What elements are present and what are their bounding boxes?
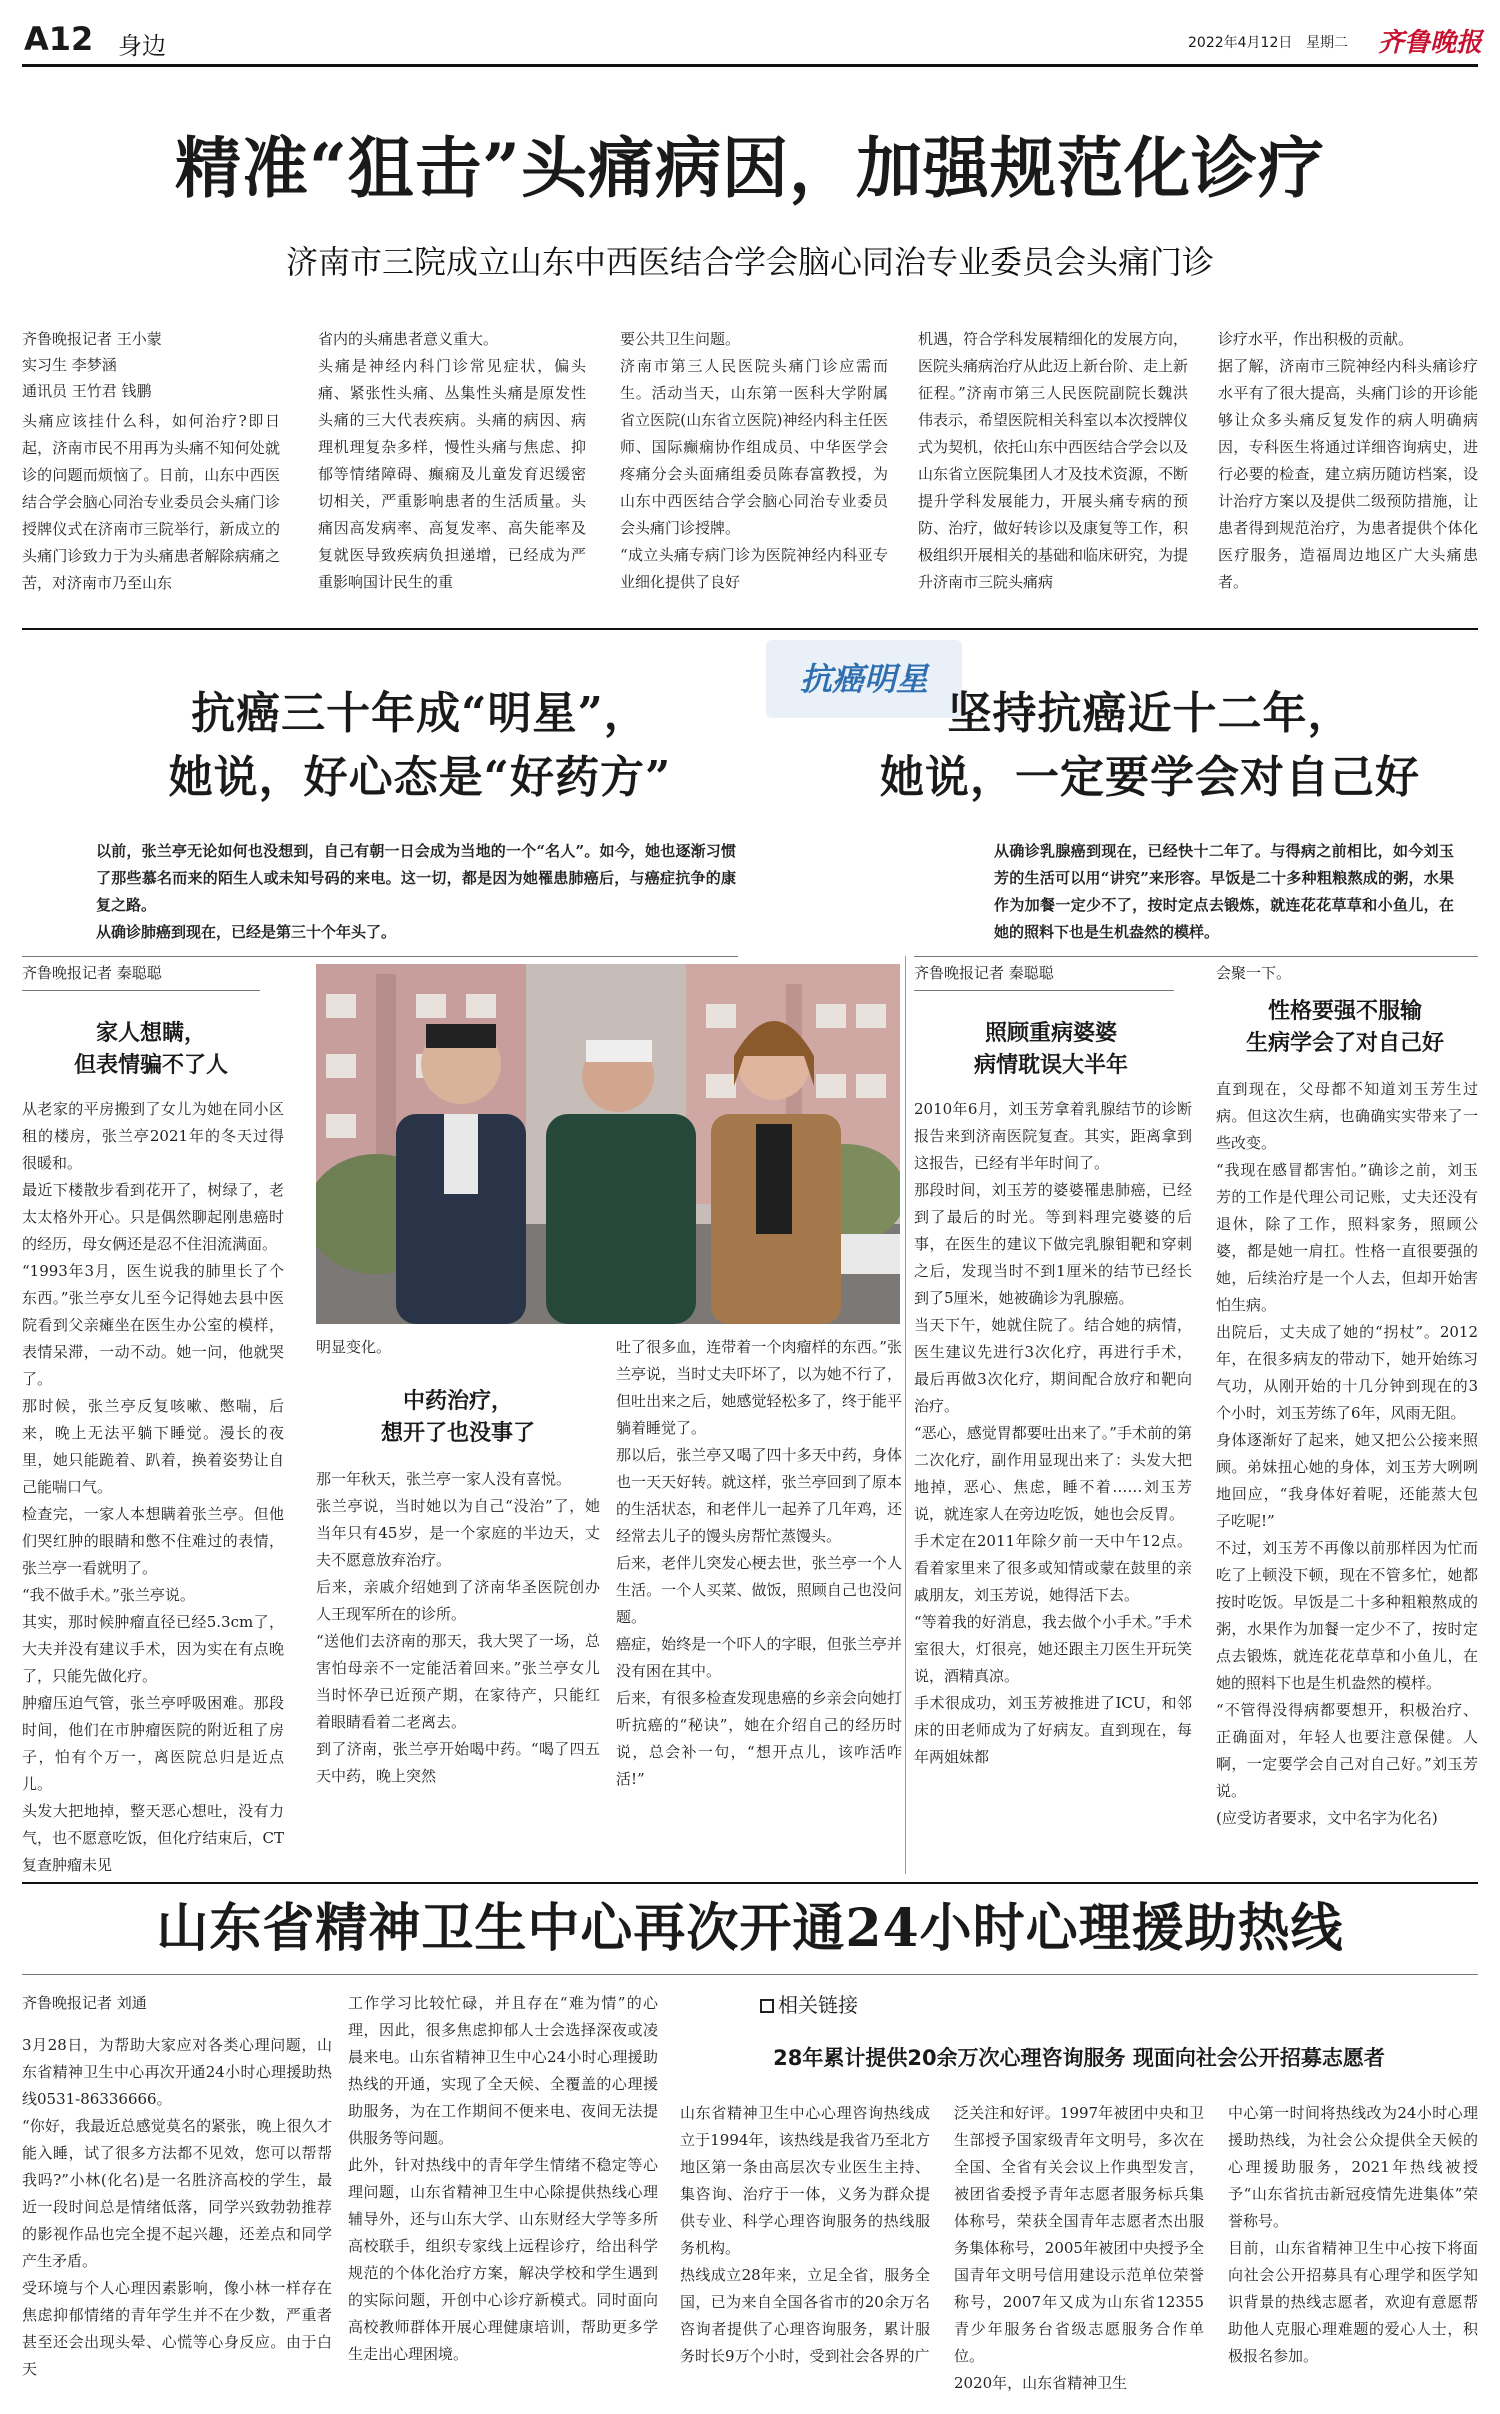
photo	[316, 964, 900, 1324]
related-link-label	[760, 1992, 858, 2018]
byline: 齐鲁晚报记者 秦聪聪	[914, 964, 1054, 982]
article-column: 2010年6月，刘玉芳拿着乳腺结节的诊断报告来到济南医院复查。其实，距离拿到这报告，已经有半年时间了。 那段时间，刘玉芳的婆婆罹患肺癌，已经到了最后的时光。等到料理完婆婆的后事，在医生的建议下做完乳腺钼靶和穿刺之后，发现当时不到1厘米的结节已经长到了5厘米，她被确诊为乳腺癌。 当天下午，她就住院了。结合她的病情，医生建议先进行3次化疗，再进行手术，最后再做3次化疗，期间配合放疗和靶向治疗。 “恶心，感觉胃都要吐出来了。”手术前的第二次化疗，副作用显现出来了：头发大把地掉，恶心、焦虑，睡不着……刘玉芳说，就连家人在旁边吃饭，她也会反胃。 手术定在2011年除夕前一天中午12点。看着家里来了很多或知情或蒙在鼓里的亲戚朋友，刘玉芳说，她得活下去。 “等着我的好消息，我去做个小手术。”手术室很大，灯很亮，她还跟主刀医生开玩笑说，酒精真凉。 手术很成功，刘玉芳被推进了ICU，和邻床的田老师成为了好病友。直到现在，每年两姐妹都	[914, 1100, 1192, 1766]
byline-rule	[914, 990, 1174, 991]
header-rule	[22, 64, 1478, 67]
article-column: 吐了很多血，连带着一个肉瘤样的东西。”张兰亭说，当时丈夫吓坏了，以为她不行了，但吐出来之后，她感觉轻松多了，终于能平躺着睡觉了。 那以后，张兰亭又喝了四十多天中药，身体也一天天好转。就这样，张兰亭回到了原本的生活状态，和老伴儿一起养了几年鸡，还经常去儿子的馒头房帮忙蒸馒头。 后来，老伴儿突发心梗去世，张兰亭一个人生活。一个人买菜、做饭，照顾自己也没问题。 癌症，始终是一个吓人的字眼，但张兰亭并没有困在其中。 后来，有很多检查发现患癌的乡亲会向她打听抗癌的“秘诀”，她在介绍自己的经历时说，总会补一句，“想开点儿，该咋活咋活!”	[616, 1338, 902, 1788]
article-column: 3月28日，为帮助大家应对各类心理问题，山东省精神卫生中心再次开通24小时心理援助热线0531-86336666。 “你好，我最近总感觉莫名的紧张，晚上很久才能入睡，试了很多方法都不见效，您可以帮帮我吗?”小林(化名)是一名胜济高校的学生，最近一段时间总是情绪低落，同学兴致勃勃推荐的影视作品也完全提不起兴趣，还差点和同学产生矛盾。 受环境与个人心理因素影响，像小林一样存在焦虑抑郁情绪的青年学生并不在少数，严重者甚至还会出现头晕、心慌等心身反应。由于白天	[22, 2036, 332, 2378]
article-column: 那一年秋天，张兰亭一家人没有喜悦。 张兰亭说，当时她以为自己“没治”了，她当年只有45岁，是一个家庭的半边天，丈夫不愿意放弃治疗。 后来，亲戚介绍她到了济南华圣医院创办人王现军所在的诊所。 “送他们去济南的那天，我大哭了一场，总害怕母亲不一定能活着回来。”张兰亭女儿当时怀孕已近预产期，在家待产，只能红着眼睛看着二老离去。 到了济南，张兰亭开始喝中药。“喝了四五天中药，晚上突然	[316, 1470, 600, 1785]
headline: 山东省精神卫生中心再次开通24小时心理援助热线	[156, 1898, 1344, 1959]
headline: 精准“狙击”头痛病因，加强规范化诊疗	[175, 129, 1325, 207]
issue-weekday: 星期二	[1306, 35, 1348, 51]
article-column: 直到现在，父母都不知道刘玉芳生过病。但这次生病，也确确实实带来了一些改变。 “我现在感冒都害怕。”确诊之前，刘玉芳的工作是代理公司记账，丈夫还没有退休，除了工作，照料家务，照顾公婆，都是她一肩扛。性格一直很要强的她，后续治疗是一个人去，但却开始害怕生病。 出院后，丈夫成了她的“拐杖”。2012年，在很多病友的带动下，她开始练习气功，从刚开始的十几分钟到现在的3个小时，刘玉芳练了6年，风雨无阻。 身体逐渐好了起来，她又把公公接来照顾。弟妹扭心她的身体，刘玉芳大咧咧地回应，“我身体好着呢，还能蒸大包子吃呢!” 不过，刘玉芳不再像以前那样因为忙而吃了上顿没下顿，现在不管多忙，她都按时吃饭。早饭是二十多种粗粮熬成的粥，水果作为加餐一定少不了，按时定点去锻炼，就连花花草草和小鱼儿，在她的照料下也是生机盎然的模样。 “不管得没得病都要想开，积极治疗、正确面对，年轻人也要注意保健。人啊，一定要学会自己对自己好。”刘玉芳说。 (应受访者要求，文中名字为化名)	[1216, 1080, 1478, 1827]
article-column: 要公共卫生问题。 济南市第三人民医院头痛门诊应需而生。活动当天，山东第一医科大学附属省立医院(山东省立医院)神经内科主任医师、国际癫痫协作组成员、中华医学会疼痛分会头面痛组委员陈春富教授，为山东中西医结合学会脑心同治专业委员会头痛门诊授牌。 “成立头痛专病门诊为医院神经内科亚专业细化提供了良好	[620, 330, 888, 591]
article-column: 头痛应该挂什么科，如何治疗?即日起，济南市民不用再为头痛不知何处就诊的问题而烦恼了。日前，山东中西医结合学会脑心同治专业委员会头痛门诊授牌仪式在济南市三院举行，新成立的头痛门诊致力于为头痛患者解除病痛之苦，对济南市乃至山东	[22, 412, 280, 592]
byline-rule	[22, 990, 260, 991]
section-subheading: 照顾重病婆婆 病情耽误大半年	[973, 1021, 1128, 1078]
article-column: 会聚一下。	[1216, 964, 1292, 982]
section-divider	[22, 1882, 1478, 1884]
page-number: A12	[24, 20, 94, 58]
subheadline: 济南市三院成立山东中西医结合学会脑心同治专业委员会头痛门诊	[285, 243, 1214, 281]
byline: 齐鲁晚报记者 刘通	[22, 1994, 147, 2012]
badge-label: 抗癌明星	[799, 660, 928, 698]
box-icon	[760, 1999, 774, 2013]
byline: 齐鲁晚报记者 秦聪聪	[22, 964, 162, 982]
section-name: 身边	[118, 32, 166, 60]
story-divider	[905, 956, 906, 1874]
related-column: 中心第一时间将热线改为24小时心理援助热线，为社会公众提供全天候的心理援助服务，2021年热线被授予“山东省抗击新冠疫情先进集体”荣誉称号。 目前，山东省精神卫生中心按下将面向社会公开招募具有心理学和医学知识背景的热线志愿者，欢迎有意愿帮助他人克服心理难题的爱心人士，积极报名参加。	[1228, 2104, 1478, 2365]
story-headline-left: 抗癌三十年成“明星”， 她说，好心态是“好药方”	[168, 688, 672, 803]
article-column: 诊疗水平，作出积极的贡献。 据了解，济南市三院神经内科头痛诊疗水平有了很大提高，头痛门诊的开诊能够让众多头痛反复发作的病人明确病因，专科医生将通过详细咨询病史，进行必要的检查，建立病历随访档案，设计治疗方案以及提供二级预防措施，让患者得到规范治疗，为患者提供个体化医疗服务，造福周边地区广大头痛患者。	[1218, 330, 1478, 591]
intro-rule-right	[914, 956, 1478, 957]
story-intro-right: 从确诊乳腺癌到现在，已经快十二年了。与得病之前相比，如今刘玉芳的生活可以用“讲究”来形容。早饭是二十多种粗粮熬成的粥，水果作为加餐一定少不了，按时定点去锻炼，就连花花草草和小鱼儿，在她的照料下也是生机盎然的模样。	[994, 842, 1454, 941]
article-column: 工作学习比较忙碌，并且存在“难为情”的心理，因此，很多焦虑抑郁人士会选择深夜或凌晨来电。山东省精神卫生中心24小时心理援助热线的开通，实现了全天候、全覆盖的心理援助服务，为在工作期间不便来电、夜间无法提供服务等问题。 此外，针对热线中的青年学生情绪不稳定等心理问题，山东省精神卫生中心除提供热线心理辅导外，还与山东大学、山东财经大学等多所高校联手，组织专家线上远程诊疗，给出科学规范的个体化治疗方案，解决学校和学生遇到的实际问题，开创中心诊疗新模式。同时面向高校教师群体开展心理健康培训，帮助更多学生走出心理困境。	[348, 1994, 658, 2363]
story-intro-left: 以前，张兰亭无论如何也没想到，自己有朝一日会成为当地的一个“名人”。如今，她也逐渐习惯了那些慕名而来的陌生人或未知号码的来电。这一切，都是因为她罹患肺癌后，与癌症抗争的康复之路。 从确诊肺癌到现在，已经是第三十个年头了。	[96, 842, 736, 941]
related-link-text: 相关链接	[778, 1993, 858, 2017]
article-column: 省内的头痛患者意义重大。 头痛是神经内科门诊常见症状，偏头痛、紧张性头痛、丛集性头痛是原发性头痛的三大代表疾病。头痛的病因、病理机理复杂多样，慢性头痛与焦虑、抑郁等情绪障碍、癫痫及儿童发育迟缓密切相关，严重影响患者的生活质量。头痛因高发病率、高复发率、高失能率及复就医导致疾病负担递增，已经成为严重影响国计民生的重	[318, 330, 586, 591]
section-subheading: 家人想瞒， 但表情骗不了人	[73, 1021, 228, 1078]
photo-illustration	[316, 964, 900, 1324]
related-column: 泛关注和好评。1997年被团中央和卫生部授予国家级青年文明号，多次在全国、全省有关会议上作典型发言，被团省委授予青年志愿者服务标兵集体称号，荣获全国青年志愿者杰出服务集体称号，2005年被团中央授予全国青年文明号信用建设示范单位荣誉称号，2007年又成为山东省12355青少年服务台省级志愿服务合作单位。 2020年，山东省精神卫生	[954, 2104, 1204, 2392]
article-column: 从老家的平房搬到了女儿为她在同小区租的楼房，张兰亭2021年的冬天过得很暖和。 最近下楼散步看到花开了，树绿了，老太太格外开心。只是偶然聊起刚患癌时的经历，母女俩还是忍不住泪流满面。 “1993年3月，医生说我的肺里长了个东西。”张兰亭女儿至今记得她去县中医院看到父亲瘫坐在医生办公室的模样，表情呆滞，一动不动。她一问，他就哭了。 那时候，张兰亭反复咳嗽、憋喘，后来，晚上无法平躺下睡觉。漫长的夜里，她只能跪着、趴着，换着姿势让自己能喘口气。 检查完，一家人本想瞒着张兰亭。但他们哭红肿的眼睛和憋不住难过的表情，张兰亭一看就明了。 “我不做手术。”张兰亭说。 其实，那时候肿瘤直径已经5.3cm了，大夫并没有建议手术，因为实在有点晚了，只能先做化疗。 肿瘤压迫气管，张兰亭呼吸困难。那段时间，他们在市肿瘤医院的附近租了房子，怕有个万一，离医院总归是近点儿。 头发大把地掉，整天恶心想吐，没有力气，也不愿意吃饭，但化疗结束后，CT复查肿瘤未见	[22, 1100, 284, 1874]
headline-rule	[22, 1974, 1478, 1975]
related-column: 山东省精神卫生中心心理咨询热线成立于1994年，该热线是我省乃至北方地区第一条由高层次专业医生主持、集咨询、治疗于一体，义务为群众提供专业、科学心理咨询服务的热线服务机构。 热线成立28年来，立足全省，服务全国，已为来自全国各省市的20余万名咨询者提供了心理咨询服务，累计服务时长9万个小时，受到社会各界的广	[680, 2104, 930, 2365]
article-column: 明显变化。	[316, 1338, 392, 1356]
related-headline: 28年累计提供20余万次心理咨询服务 现面向社会公开招募志愿者	[773, 2046, 1385, 2070]
issue-date: 2022年4月12日	[1188, 35, 1293, 51]
byline: 齐鲁晚报记者 王小蒙 实习生 李梦涵 通讯员 王竹君 钱鹏	[22, 330, 162, 400]
intro-rule-left	[22, 956, 738, 957]
section-subheading: 中药治疗， 想开了也没事了	[380, 1389, 535, 1446]
story-headline-right: 坚持抗癌近十二年， 她说，一定要学会对自己好	[880, 688, 1420, 803]
section-subheading: 性格要强不服输 生病学会了对自己好	[1245, 999, 1444, 1056]
section-divider	[22, 628, 1478, 630]
article-column: 机遇，符合学科发展精细化的发展方向，医院头痛病治疗从此迈上新台阶、走上新征程。”济南市第三人民医院副院长魏洪伟表示，希望医院相关科室以本次授牌仪式为契机，依托山东中西医结合学会以及山东省立医院集团人才及技术资源，不断提升学科发展能力，开展头痛专病的预防、治疗，做好转诊以及康复等工作，积极组织开展相关的基础和临床研究，为提升济南市三院头痛病	[918, 330, 1188, 591]
newspaper-logo: 齐鲁晚报	[1378, 28, 1483, 58]
